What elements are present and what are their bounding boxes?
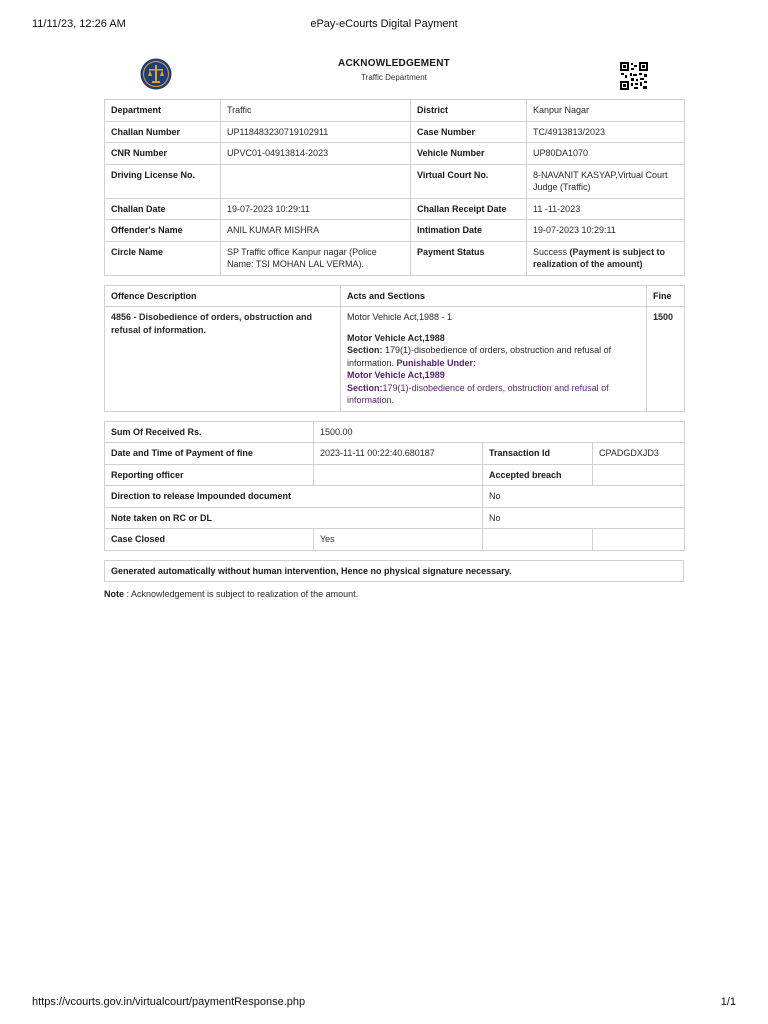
fine-amount: 1500 — [647, 307, 685, 412]
acknowledgement-document — [104, 56, 684, 599]
driving-license-value — [221, 164, 411, 198]
qr-code-icon — [620, 62, 648, 90]
auto-generated-note-table — [104, 560, 684, 583]
table-row: Reporting officer Accepted breach — [105, 464, 685, 486]
impound-direction-value: No — [483, 486, 685, 508]
print-url: https://vcourts.gov.in/virtualcourt/paymentResponse.php — [32, 996, 306, 1008]
table-header-row: Offence Description Acts and Sections Fine — [105, 285, 685, 307]
table-row: Direction to release Impounded document No — [105, 486, 685, 508]
intimation-date-value: 19-07-2023 10:29:11 — [527, 220, 685, 242]
circle-name-value: SP Traffic office Kanpur nagar (Police Name: TSI MOHAN LAL VERMA). — [221, 241, 411, 275]
print-header — [32, 18, 736, 32]
rc-dl-note-value: No — [483, 507, 685, 529]
table-row: Note taken on RC or DL No — [105, 507, 685, 529]
table-row: Driving License No. Virtual Court No. 8-NAVANIT KASYAP,Virtual Court Judge (Traffic) — [105, 164, 685, 198]
sum-received-value: 1500.00 — [314, 421, 685, 443]
payment-datetime-value: 2023-11-11 00:22:40.680187 — [314, 443, 483, 465]
acknowledgement-note: Note : Acknowledgement is subject to realization of the amount. — [104, 589, 359, 599]
table-row: Sum Of Received Rs. 1500.00 — [105, 421, 685, 443]
table-row: Department Traffic District Kanpur Nagar — [105, 100, 685, 122]
payment-status-value: Success (Payment is subject to realization of the amount) — [527, 241, 685, 275]
print-page-number: 1/1 — [720, 996, 736, 1008]
table-row: Circle Name SP Traffic office Kanpur nagar (Police Name: TSI MOHAN LAL VERMA). Payment Status Success (Payment is subject to realization of the amount) — [105, 241, 685, 275]
offence-table — [104, 285, 685, 412]
cnr-value: UPVC01-04913814-2023 — [221, 143, 411, 165]
vehicle-number-value: UP80DA1070 — [527, 143, 685, 165]
acts-and-sections: Motor Vehicle Act,1988 - 1 Motor Vehicle Act,1988 Section: 179(1)-disobedience of orders, obstruction and refusal of information. Punishable Under: Motor Vehicle Act,1989 Section:179(1)-disobedience of orders, obstruction and refusal of information. — [341, 307, 647, 412]
document-header — [104, 56, 684, 96]
table-row: Challan Number UP118483230719102911 Case Number TC/4913813/2023 — [105, 121, 685, 143]
challan-number-value: UP118483230719102911 — [221, 121, 411, 143]
challan-receipt-date-value: 11 -11-2023 — [527, 198, 685, 220]
case-closed-value: Yes — [314, 529, 483, 551]
header-text — [104, 58, 684, 82]
transaction-id-value: CPADGDXJD3 — [593, 443, 685, 465]
virtual-court-value: 8-NAVANIT KASYAP,Virtual Court Judge (Traffic) — [527, 164, 685, 198]
table-row — [105, 560, 684, 582]
table-row: Challan Date 19-07-2023 10:29:11 Challan Receipt Date 11 -11-2023 — [105, 198, 685, 220]
offender-name-value: ANIL KUMAR MISHRA — [221, 220, 411, 242]
district-value: Kanpur Nagar — [527, 100, 685, 122]
table-row: Offender's Name ANIL KUMAR MISHRA Intimation Date 19-07-2023 10:29:11 — [105, 220, 685, 242]
table-row: CNR Number UPVC01-04913814-2023 Vehicle Number UP80DA1070 — [105, 143, 685, 165]
print-datetime: 11/11/23, 12:26 AM — [32, 18, 126, 30]
auto-generated-note: Generated automatically without human intervention, Hence no physical signature necessary. — [105, 560, 684, 582]
challan-date-value: 19-07-2023 10:29:11 — [221, 198, 411, 220]
payment-table — [104, 421, 685, 551]
print-footer — [32, 996, 736, 1010]
offence-description: 4856 - Disobedience of orders, obstruction and refusal of information. — [105, 307, 341, 412]
table-row: Date and Time of Payment of fine 2023-11-11 00:22:40.680187 Transaction Id CPADGDXJD3 — [105, 443, 685, 465]
table-row: Case Closed Yes — [105, 529, 685, 551]
payment-status-note: (Payment is subject to realization of the amount) — [533, 246, 666, 269]
department-value: Traffic — [221, 100, 411, 122]
accepted-breach-value — [593, 464, 685, 486]
case-number-value: TC/4913813/2023 — [527, 121, 685, 143]
document-title: ACKNOWLEDGEMENT — [338, 58, 450, 69]
challan-details-table — [104, 99, 685, 276]
reporting-officer-value — [314, 464, 483, 486]
print-page-title: ePay-eCourts Digital Payment — [310, 18, 458, 30]
table-row — [105, 307, 685, 412]
document-subtitle: Traffic Department — [361, 73, 427, 82]
